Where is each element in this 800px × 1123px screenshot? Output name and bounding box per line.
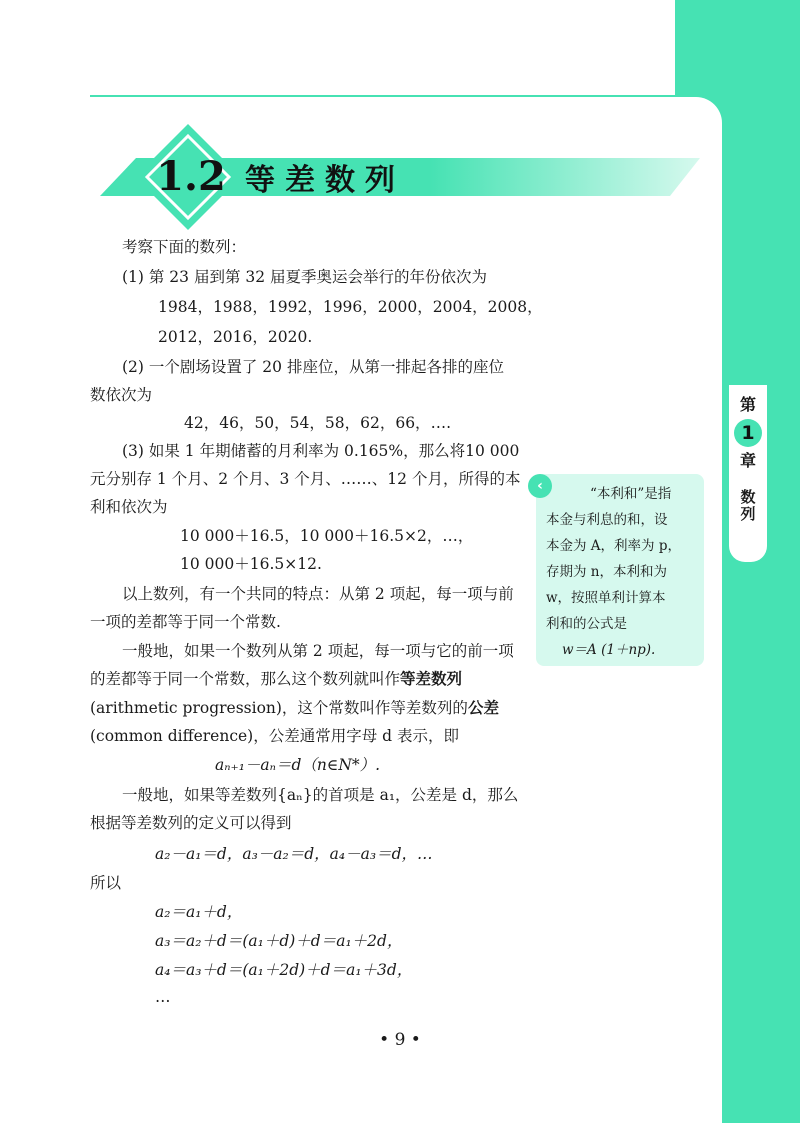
text-line: 一般地，如果等差数列{aₙ}的首项是 a₁，公差是 d，那么 bbox=[122, 786, 519, 804]
formula-line: a₄＝a₃＋d＝(a₁＋2d)＋d＝a₁＋3d， bbox=[155, 961, 413, 979]
section-title: 等差数列 bbox=[245, 163, 405, 198]
text-line: 所以 bbox=[90, 874, 122, 892]
text-line bbox=[90, 697, 499, 719]
text-line: 42，46，50，54，58，62，66，…. bbox=[184, 414, 451, 432]
term-common-difference: 公差 bbox=[467, 699, 499, 717]
text-line: 一项的差都等于同一个常数. bbox=[90, 613, 281, 631]
text-line: 一般地，如果一个数列从第 2 项起，每一项与它的前一项 bbox=[122, 642, 514, 660]
note-marker-icon: ‹ bbox=[528, 474, 552, 498]
text-line: (3) 如果 1 年期储蓄的月利率为 0.165%，那么将10 000 bbox=[122, 442, 520, 460]
chapter-zhang: 章 bbox=[739, 451, 756, 470]
text-line: 10 000＋16.5×12. bbox=[180, 555, 322, 573]
text-line: (common difference)，公差通常用字母 d 表示，即 bbox=[90, 727, 460, 745]
text-line: 10 000＋16.5，10 000＋16.5×2，…， bbox=[180, 527, 474, 545]
text-line: 考察下面的数列： bbox=[122, 238, 247, 256]
note-line: 本金与利息的和，设 bbox=[546, 512, 668, 528]
text-line: 数依次为 bbox=[90, 386, 153, 404]
text-line: 2012，2016，2020. bbox=[158, 328, 313, 346]
note-formula: w＝A (1＋np). bbox=[562, 642, 656, 658]
text-line bbox=[90, 668, 462, 690]
margin-note bbox=[536, 474, 704, 666]
formula-line: a₃＝a₂＋d＝(a₁＋d)＋d＝a₁＋2d， bbox=[155, 932, 403, 950]
page-number: • 9 • bbox=[379, 1030, 421, 1050]
formula-differences: a₂－a₁＝d，a₃－a₂＝d，a₄－a₃＝d，… bbox=[155, 845, 433, 863]
chapter-di: 第 bbox=[739, 395, 756, 414]
note-line: “本利和”是指 bbox=[590, 486, 672, 502]
chapter-number: 1 bbox=[734, 419, 762, 447]
ellipsis: … bbox=[155, 988, 171, 1006]
text-fragment: (arithmetic progression)，这个常数叫作等差数列的 bbox=[90, 699, 468, 717]
text-line: (1) 第 23 届到第 32 届夏季奥运会举行的年份依次为 bbox=[122, 268, 488, 286]
text-line: 利和依次为 bbox=[90, 498, 168, 516]
text-line: 根据等差数列的定义可以得到 bbox=[90, 814, 292, 832]
formula-line: a₂＝a₁＋d， bbox=[155, 903, 243, 921]
note-line: 利和的公式是 bbox=[546, 616, 627, 632]
text-line: 元分别存 1 个月、2 个月、3 个月、……、12 个月，所得的本 bbox=[90, 470, 521, 488]
note-line: 存期为 n，本利和为 bbox=[546, 564, 667, 580]
term-arithmetic-progression: 等差数列 bbox=[400, 670, 463, 688]
note-line: w，按照单利计算本 bbox=[546, 590, 666, 606]
note-line: 本金为 A，利率为 p， bbox=[546, 538, 681, 554]
chapter-title: 数列 bbox=[738, 489, 757, 523]
text-line: (2) 一个剧场设置了 20 排座位，从第一排起各排的座位 bbox=[122, 358, 504, 376]
formula-definition: aₙ₊₁－aₙ＝d（n∈N*）. bbox=[215, 756, 381, 774]
text-fragment: 的差都等于同一个常数，那么这个数列就叫作 bbox=[90, 670, 401, 688]
section-number: 1.2 bbox=[156, 153, 226, 200]
text-line: 以上数列，有一个共同的特点：从第 2 项起，每一项与前 bbox=[122, 585, 514, 603]
chapter-tab[interactable] bbox=[727, 385, 769, 564]
text-line: 1984，1988，1992，1996，2000，2004，2008， bbox=[158, 298, 543, 316]
header-rule bbox=[90, 95, 690, 97]
